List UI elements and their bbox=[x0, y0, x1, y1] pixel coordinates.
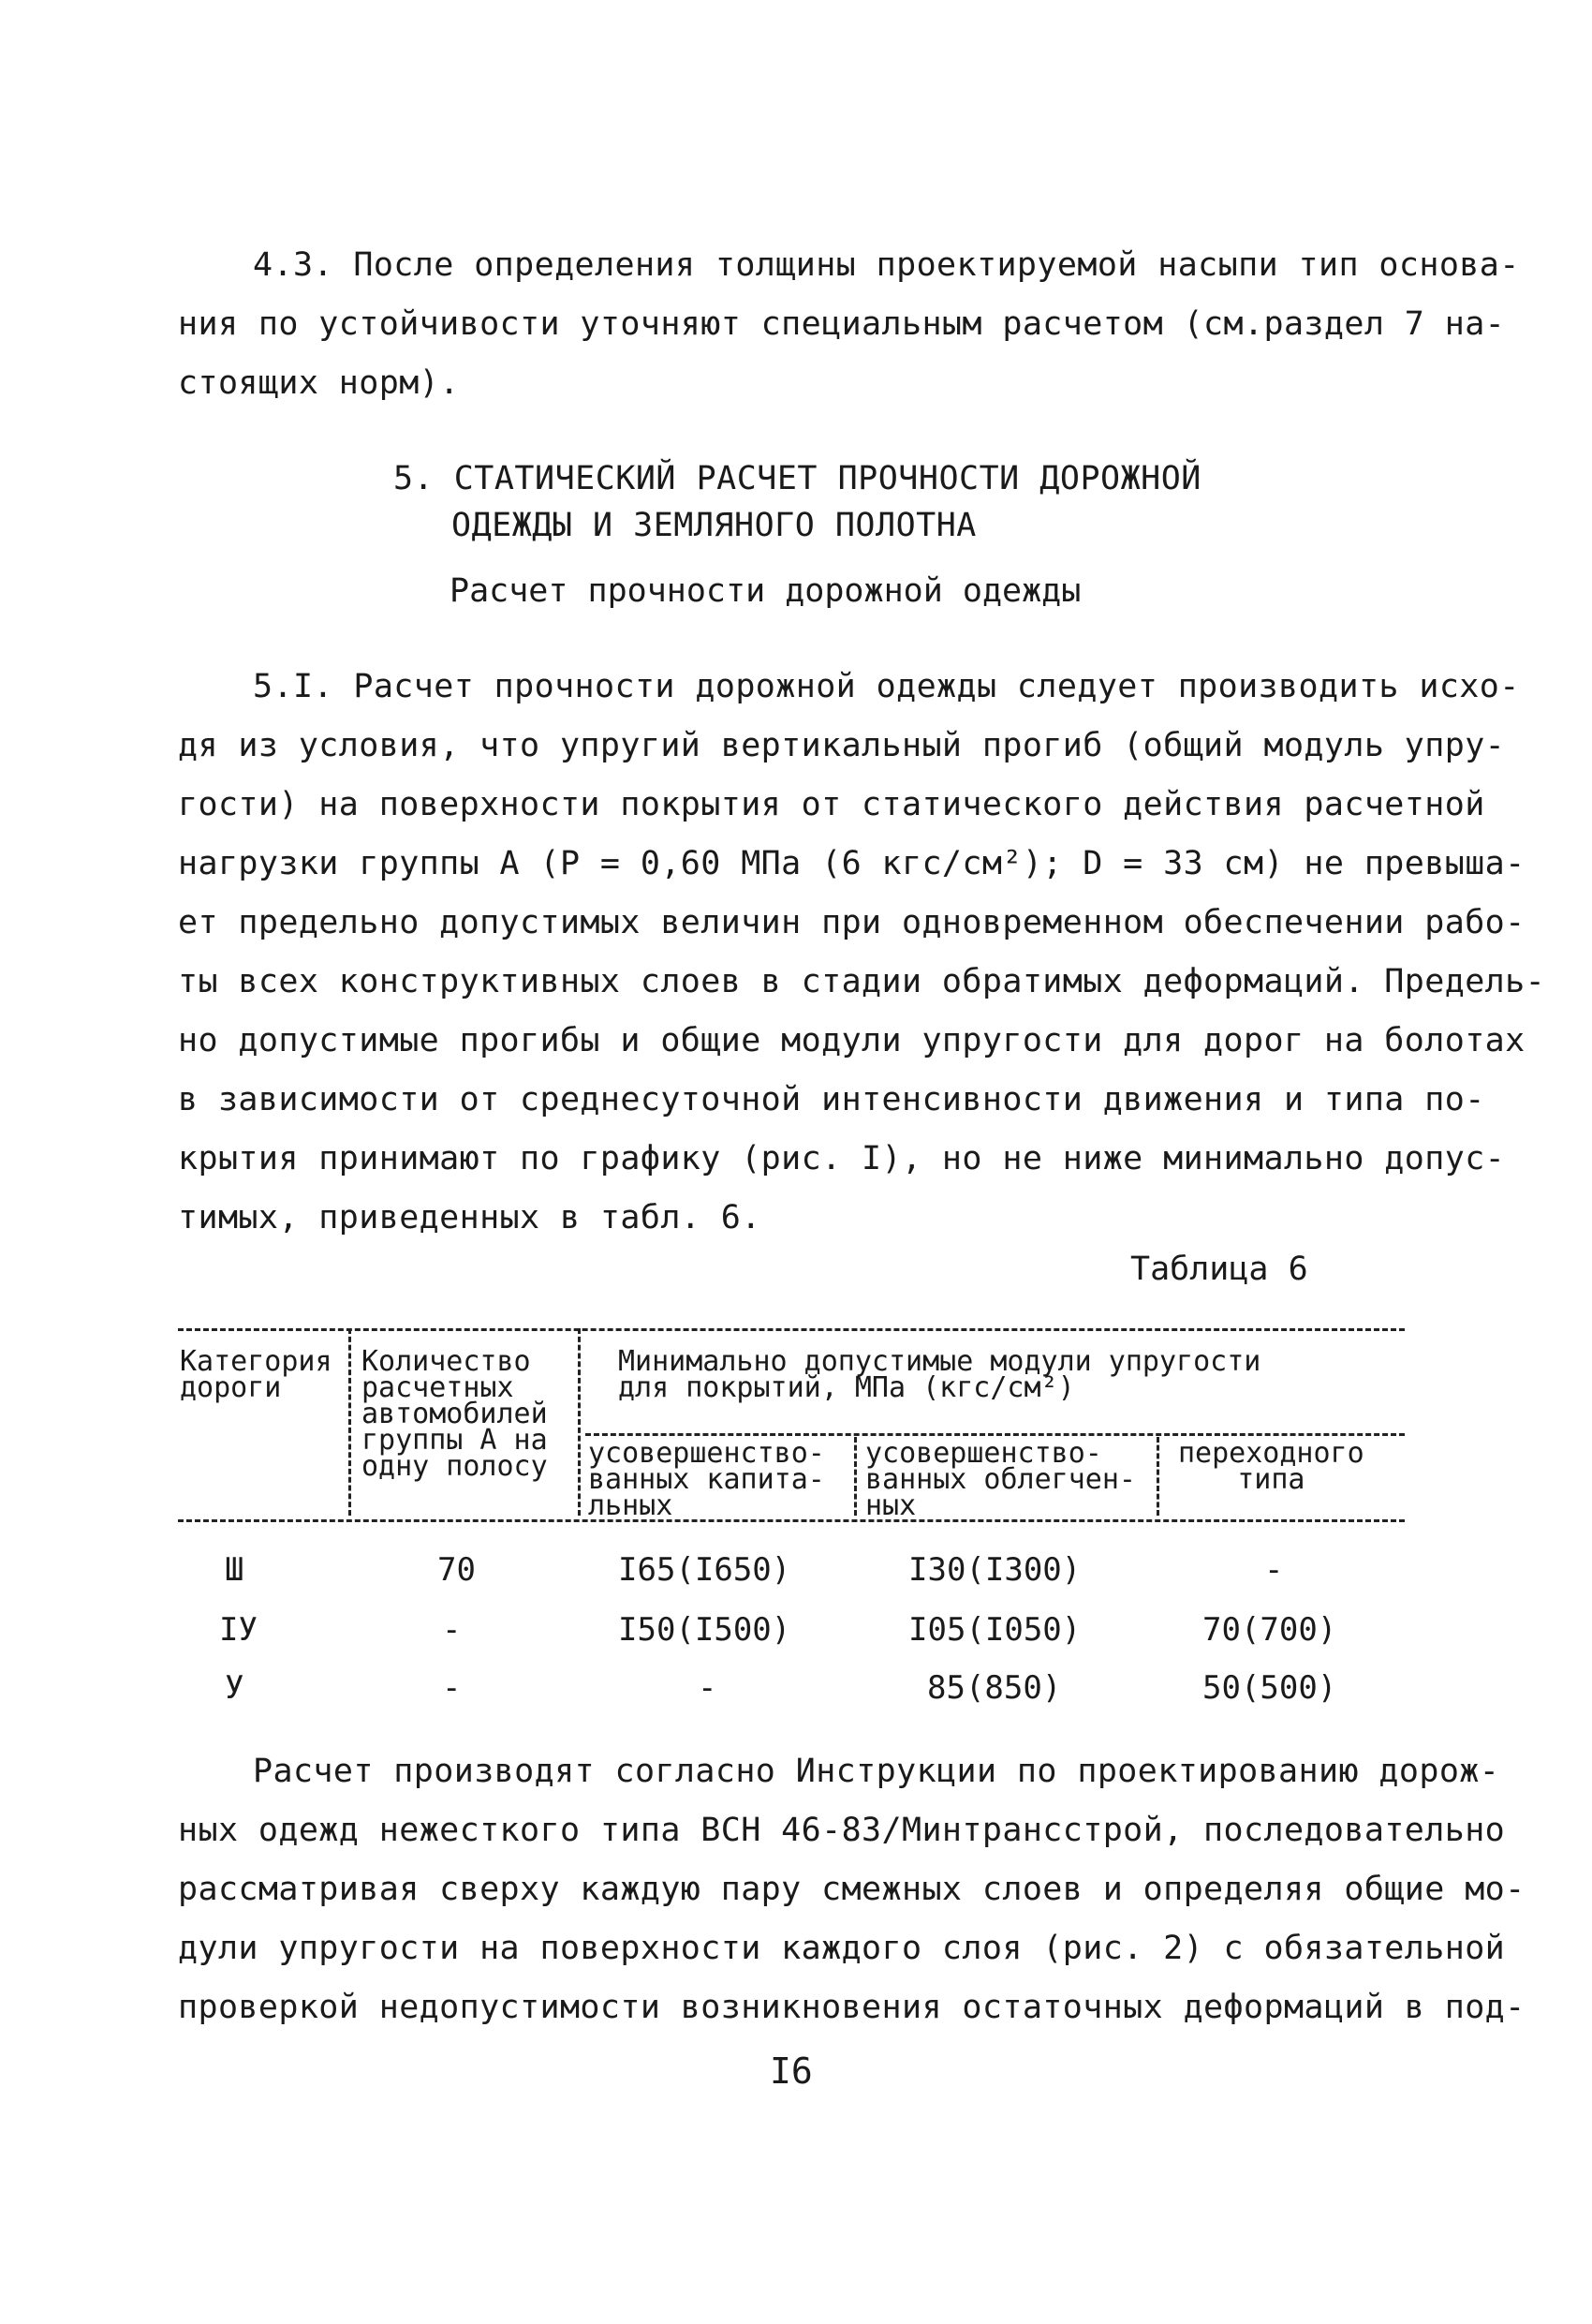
header-text: ных bbox=[865, 1489, 917, 1522]
page-number: I6 bbox=[770, 2050, 813, 2092]
header-text: ванных облегчен- bbox=[865, 1463, 1136, 1496]
text-line: в зависимости от среднесуточной интенсивности движения и типа по- bbox=[178, 1081, 1485, 1118]
table-col-separator bbox=[578, 1328, 581, 1516]
header-transitional bbox=[1178, 1437, 1364, 1496]
header-text: Категория bbox=[180, 1345, 332, 1378]
text-line: тимых, приведенных в табл. 6. bbox=[178, 1199, 761, 1236]
text-line: ных одежд нежесткого типа ВСН 46-83/Минтрансстрой, последовательно bbox=[178, 1812, 1506, 1849]
cell-capital: - bbox=[698, 1669, 717, 1707]
header-text: одну полосу bbox=[361, 1450, 548, 1483]
cell-category: IУ bbox=[219, 1611, 258, 1649]
text-line: гости) на поверхности покрытия от статического действия расчетной bbox=[178, 786, 1485, 823]
cell-category: У bbox=[225, 1669, 244, 1707]
header-text: расчетных bbox=[361, 1371, 514, 1404]
text-line: нагрузки группы А (Р = 0,60 МПа (6 кгс/см²); D = 33 см) не превыша- bbox=[178, 845, 1526, 882]
cell-count: - bbox=[442, 1611, 462, 1649]
header-text: Минимально допустимые модули упругости bbox=[618, 1345, 1261, 1378]
paragraph-5-1 bbox=[178, 658, 1546, 1248]
cell-count: - bbox=[442, 1669, 462, 1707]
cell-capital: I65(I650) bbox=[618, 1551, 791, 1589]
table-col-separator bbox=[1157, 1437, 1159, 1516]
paragraph-calculation bbox=[178, 1742, 1526, 2037]
table-col-separator bbox=[854, 1437, 857, 1516]
cell-category: Ш bbox=[225, 1551, 244, 1589]
text-line: 4.3. После определения толщины проектируемой насыпи тип основа- bbox=[253, 246, 1520, 284]
header-lightweight bbox=[865, 1437, 1136, 1522]
text-line: стоящих норм). bbox=[178, 364, 460, 402]
text-line: Расчет производят согласно Инструкции по проектированию дорож- bbox=[253, 1753, 1500, 1790]
header-text: льных bbox=[588, 1489, 673, 1522]
text-line: но допустимые прогибы и общие модули упругости для дорог на болотах bbox=[178, 1022, 1526, 1059]
table-mid-rule bbox=[585, 1433, 1405, 1436]
text-line: дя из условия, что упругий вертикальный прогиб (общий модуль упру- bbox=[178, 727, 1506, 764]
cell-transitional: 70(700) bbox=[1202, 1611, 1337, 1649]
text-line: 5.I. Расчет прочности дорожной одежды следует производить исхо- bbox=[253, 668, 1520, 705]
text-line: крытия принимают по графику (рис. I), но не ниже минимально допус- bbox=[178, 1140, 1506, 1177]
cell-transitional: 50(500) bbox=[1202, 1669, 1337, 1707]
cell-light: 85(850) bbox=[927, 1669, 1062, 1707]
text-line: проверкой недопустимости возникновения остаточных деформаций в под- bbox=[178, 1989, 1526, 2026]
header-text: ванных капита- bbox=[588, 1463, 825, 1496]
header-text: автомобилей bbox=[361, 1398, 548, 1430]
header-text: группы А на bbox=[361, 1424, 548, 1457]
header-text: дороги bbox=[180, 1371, 282, 1404]
table-row bbox=[178, 1669, 1405, 1707]
section-subtitle: Расчет прочности дорожной одежды bbox=[450, 572, 1082, 610]
header-text: для покрытий, МПа (кгс/см²) bbox=[618, 1371, 1075, 1404]
section-heading bbox=[393, 455, 1201, 549]
text-line: ты всех конструктивных слоев в стадии обратимых деформаций. Предель- bbox=[178, 963, 1546, 1000]
table-row bbox=[178, 1551, 1405, 1589]
header-vehicle-count bbox=[361, 1345, 548, 1483]
header-text: усовершенство- bbox=[865, 1437, 1102, 1470]
header-text: Количество bbox=[361, 1345, 531, 1378]
header-category bbox=[180, 1345, 332, 1404]
table-6 bbox=[178, 1328, 1405, 1707]
header-capital bbox=[588, 1437, 825, 1522]
section-title-line2: ОДЕЖДЫ И ЗЕМЛЯНОГО ПОЛОТНА bbox=[451, 507, 977, 544]
text-line: рассматривая сверху каждую пару смежных слоев и определяя общие мо- bbox=[178, 1871, 1526, 1908]
table-col-separator bbox=[348, 1328, 351, 1516]
text-line: ет предельно допустимых величин при одновременном обеспечении рабо- bbox=[178, 904, 1526, 941]
header-text: усовершенство- bbox=[588, 1437, 825, 1470]
header-min-modulus-group bbox=[618, 1345, 1261, 1404]
cell-light: I05(I050) bbox=[908, 1611, 1082, 1649]
cell-capital: I50(I500) bbox=[618, 1611, 791, 1649]
paragraph-4-3 bbox=[178, 236, 1520, 413]
cell-count: 70 bbox=[437, 1551, 476, 1589]
text-line: дули упругости на поверхности каждого слоя (рис. 2) с обязательной bbox=[178, 1930, 1506, 1967]
table-top-rule bbox=[178, 1328, 1405, 1331]
cell-transitional: - bbox=[1264, 1551, 1284, 1589]
table-header-bottom-rule bbox=[178, 1519, 1405, 1522]
header-text: переходного bbox=[1178, 1437, 1364, 1470]
cell-light: I30(I300) bbox=[908, 1551, 1082, 1589]
text-line: ния по устойчивости уточняют специальным расчетом (см.раздел 7 на- bbox=[178, 305, 1506, 343]
table-row bbox=[178, 1611, 1405, 1649]
section-title-line1: 5. СТАТИЧЕСКИЙ РАСЧЕТ ПРОЧНОСТИ ДОРОЖНОЙ bbox=[393, 460, 1201, 497]
table-label: Таблица 6 bbox=[1130, 1251, 1308, 1288]
header-text: типа bbox=[1237, 1463, 1305, 1496]
